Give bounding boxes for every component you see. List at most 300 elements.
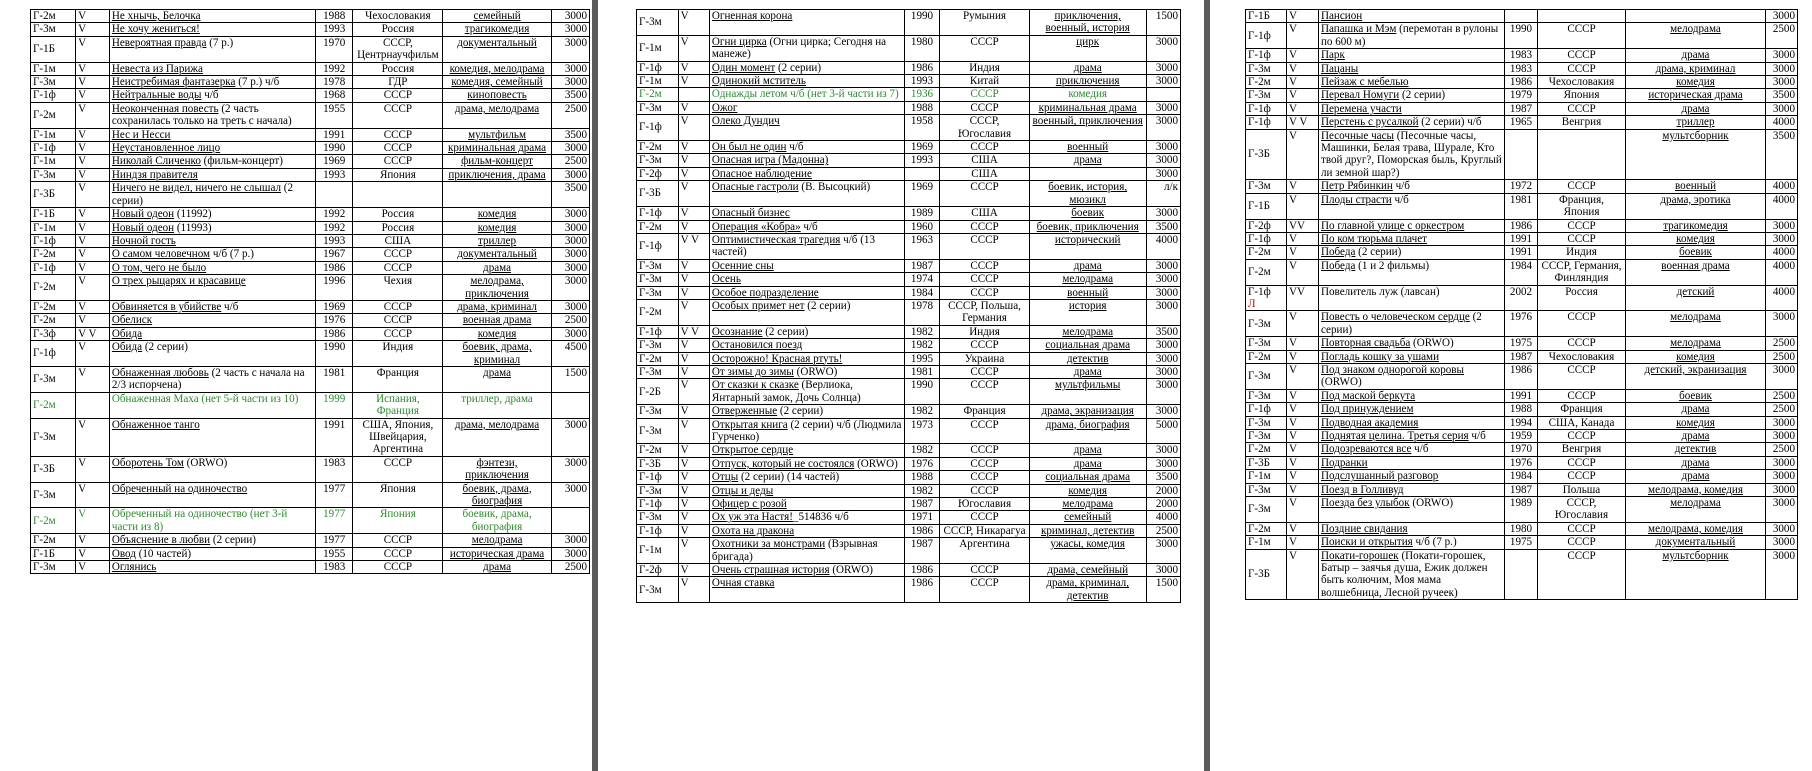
genre-cell xyxy=(1029,471,1146,484)
check-mark: V xyxy=(76,508,110,534)
genre-cell xyxy=(1626,443,1766,456)
film-note: (перемотан в рулоны по 600 м) xyxy=(1321,23,1499,48)
table-row xyxy=(637,577,1181,603)
check-mark: V xyxy=(678,538,709,564)
genre-cell xyxy=(1626,76,1766,89)
shelf-code-cell xyxy=(31,23,76,36)
table-row xyxy=(1246,23,1798,49)
shelf-code-cell xyxy=(1246,363,1287,389)
genre-cell xyxy=(1029,101,1146,114)
film-year: 1984 xyxy=(1505,470,1538,483)
table-row xyxy=(1246,219,1798,232)
genre-cell xyxy=(1626,403,1766,416)
film-price: 3500 xyxy=(1146,471,1180,484)
film-genre: комедия xyxy=(477,208,517,221)
shelf-code-cell xyxy=(1246,403,1287,416)
film-country: СССР xyxy=(353,261,443,274)
genre-cell xyxy=(1029,444,1146,457)
film-price: 3500 xyxy=(551,182,589,208)
film-year: 1990 xyxy=(904,379,939,405)
film-genre: история xyxy=(1068,299,1107,312)
film-country: Чехословакия xyxy=(353,10,443,23)
film-price: 3000 xyxy=(1146,75,1180,88)
title-cell xyxy=(709,339,904,352)
shelf-code: Г-1м xyxy=(639,75,662,88)
film-year: 1977 xyxy=(316,508,353,534)
film-note: (2 серии) xyxy=(777,405,824,418)
film-genre: мелодрама, приключения xyxy=(465,275,529,300)
shelf-code: Г-1ф xyxy=(639,240,662,253)
check-mark: V xyxy=(678,418,709,444)
film-country: СССР xyxy=(1538,102,1626,115)
check-mark: V xyxy=(76,128,110,141)
genre-cell xyxy=(1029,61,1146,74)
genre-cell xyxy=(1029,299,1146,325)
table-row xyxy=(637,233,1181,259)
shelf-code-cell xyxy=(637,88,679,101)
film-note: (ORWO) xyxy=(183,456,228,469)
check-mark: V xyxy=(678,564,709,577)
film-note: ч/б xyxy=(221,300,239,313)
shelf-code: Г-3м xyxy=(1248,370,1271,383)
check-mark: V xyxy=(1287,180,1319,193)
check-mark: V xyxy=(1287,456,1319,469)
film-title: Оборотень Том xyxy=(111,456,184,469)
film-year: 1982 xyxy=(904,405,939,418)
shelf-code: Г-3м xyxy=(639,405,662,418)
title-cell xyxy=(1319,363,1505,389)
film-genre: драма xyxy=(483,261,512,274)
film-year: 1982 xyxy=(904,325,939,338)
film-price: 3000 xyxy=(551,142,589,155)
check-mark: V xyxy=(678,75,709,88)
film-price: 4000 xyxy=(1766,246,1798,259)
shelf-code-mark: Л xyxy=(1248,297,1256,310)
shelf-code: Г-1ф xyxy=(639,498,662,511)
shelf-code: Г-1ф xyxy=(33,347,56,360)
film-title: Неустановленное лицо xyxy=(111,142,221,155)
shelf-code: Г-3м xyxy=(33,561,56,574)
film-note: (ORWO) xyxy=(1410,337,1454,350)
film-genre: цирк xyxy=(1076,35,1100,48)
shelf-code: Г-1ф xyxy=(1248,232,1271,245)
film-price xyxy=(551,392,589,418)
title-cell xyxy=(709,273,904,286)
title-cell xyxy=(1319,285,1505,311)
title-cell xyxy=(709,418,904,444)
genre-cell xyxy=(443,300,551,313)
check-mark: V xyxy=(76,208,110,221)
film-year: 1968 xyxy=(316,89,353,102)
title-cell xyxy=(109,182,315,208)
film-price: 3000 xyxy=(1766,102,1798,115)
title-cell xyxy=(709,167,904,180)
table-row xyxy=(637,299,1181,325)
film-year: 1990 xyxy=(316,142,353,155)
shelf-code: Г-1м xyxy=(1248,536,1271,549)
shelf-code: Г-3м xyxy=(1248,337,1271,350)
title-cell xyxy=(109,534,315,547)
shelf-code: Г-2м xyxy=(1248,265,1271,278)
document-page-2 xyxy=(598,0,1204,771)
table-row xyxy=(1246,536,1798,549)
title-cell xyxy=(1319,456,1505,469)
film-genre: мелодрама xyxy=(471,534,523,547)
genre-cell xyxy=(443,482,551,508)
film-price: 3500 xyxy=(551,89,589,102)
table-row xyxy=(1246,246,1798,259)
title-cell xyxy=(1319,62,1505,75)
film-title: Ох уж эта Настя! xyxy=(711,511,793,524)
check-mark: V xyxy=(76,89,110,102)
film-genre: драма xyxy=(1073,365,1102,378)
film-price: 2500 xyxy=(551,314,589,327)
film-title: Пацаны xyxy=(1321,62,1359,75)
title-cell xyxy=(709,61,904,74)
film-title: Отцы xyxy=(711,471,739,484)
film-country: Чехия xyxy=(353,275,443,301)
film-price: 3500 xyxy=(1146,220,1180,233)
film-year: 1981 xyxy=(904,365,939,378)
film-title: Плоды страсти xyxy=(1321,193,1392,206)
title-cell xyxy=(109,248,315,261)
shelf-code: Г-2м xyxy=(33,534,56,547)
table-row xyxy=(31,327,590,340)
film-year: 1955 xyxy=(316,102,353,128)
title-cell xyxy=(709,220,904,233)
film-genre: военная драма xyxy=(1661,259,1730,272)
film-country: Россия xyxy=(353,208,443,221)
film-title: Охота на дракона xyxy=(711,524,795,537)
shelf-code-cell xyxy=(637,273,679,286)
genre-cell xyxy=(443,208,551,221)
shelf-code: Г-2Б xyxy=(639,385,662,398)
film-title: Он был не один xyxy=(711,141,787,154)
film-price: 4000 xyxy=(1766,285,1798,311)
film-country: СССР xyxy=(1538,536,1626,549)
film-title: Ожог xyxy=(711,101,738,114)
table-row xyxy=(31,248,590,261)
film-price: 3000 xyxy=(1766,483,1798,496)
film-year: 1986 xyxy=(904,577,939,603)
title-cell xyxy=(1319,350,1505,363)
shelf-code: Г-3м xyxy=(33,431,56,443)
genre-cell xyxy=(1626,89,1766,102)
shelf-code: Г-1ф xyxy=(33,142,56,155)
shelf-code: Г-2м xyxy=(1248,522,1271,535)
table-row xyxy=(637,365,1181,378)
shelf-code: Г-2м xyxy=(1248,76,1271,89)
title-cell xyxy=(109,392,315,418)
table-row xyxy=(1246,470,1798,483)
table-row xyxy=(31,234,590,247)
genre-cell xyxy=(443,234,551,247)
title-cell xyxy=(109,314,315,327)
genre-cell xyxy=(1029,352,1146,365)
genre-cell xyxy=(443,534,551,547)
genre-cell xyxy=(1626,129,1766,180)
genre-cell xyxy=(1626,522,1766,535)
film-title: Обреченный на одиночество (нет 3-й части из 8) xyxy=(111,508,288,533)
genre-cell xyxy=(1029,457,1146,470)
check-mark: V xyxy=(678,207,709,220)
film-country: Украина xyxy=(940,352,1030,365)
title-cell xyxy=(709,233,904,259)
table-row xyxy=(637,220,1181,233)
film-country: Франция, Япония xyxy=(1538,193,1626,219)
check-mark: V xyxy=(76,300,110,313)
film-note: (ORWO) xyxy=(793,365,838,378)
film-price: 1500 xyxy=(1146,577,1180,603)
shelf-code-cell xyxy=(637,207,679,220)
film-title: Однажды летом ч/б (нет 3-й части из 7) xyxy=(711,88,899,101)
film-title: Николай Сличенко xyxy=(111,155,201,168)
check-mark: V V xyxy=(76,327,110,340)
table-row xyxy=(1246,116,1798,129)
title-cell xyxy=(1319,102,1505,115)
table-row xyxy=(1246,62,1798,75)
genre-cell xyxy=(1029,207,1146,220)
check-mark: V xyxy=(1287,337,1319,350)
table-row xyxy=(637,524,1181,537)
table-row xyxy=(1246,311,1798,337)
film-note: (7 р.) xyxy=(206,36,234,49)
film-note: (2 серии) xyxy=(1321,311,1482,336)
check-mark: V xyxy=(1287,129,1319,180)
film-genre: триллер xyxy=(1676,116,1715,129)
film-year: 1983 xyxy=(1505,62,1538,75)
film-country: Югославия xyxy=(940,498,1030,511)
shelf-code-cell xyxy=(31,142,76,155)
title-cell xyxy=(709,457,904,470)
shelf-code-cell xyxy=(1246,443,1287,456)
film-year: 1976 xyxy=(1505,456,1538,469)
check-mark: V xyxy=(76,482,110,508)
film-price: 3000 xyxy=(551,23,589,36)
film-genre: криминал, детектив xyxy=(1040,524,1135,537)
film-country xyxy=(1538,129,1626,180)
film-country: СССР xyxy=(940,259,1030,272)
film-title: Осторожно! Красная ртуть! xyxy=(711,352,843,365)
film-price: 2500 xyxy=(551,102,589,128)
film-title: Опасные гастроли xyxy=(711,181,799,194)
film-title: Подозреваются все xyxy=(1321,443,1412,456)
table-row xyxy=(31,341,590,367)
film-country: СССР xyxy=(940,339,1030,352)
film-price: 3000 xyxy=(1146,352,1180,365)
film-year: 1995 xyxy=(904,352,939,365)
genre-cell xyxy=(443,10,551,23)
genre-cell xyxy=(1626,389,1766,402)
film-genre: семейный xyxy=(1064,511,1112,524)
shelf-code: Г-1ф xyxy=(33,234,56,247)
film-country: США xyxy=(940,167,1030,180)
table-row xyxy=(637,457,1181,470)
shelf-code-cell xyxy=(1246,470,1287,483)
title-cell xyxy=(109,36,315,62)
title-cell xyxy=(1319,89,1505,102)
check-mark: VV xyxy=(1287,285,1319,311)
title-cell xyxy=(709,88,904,101)
table-row xyxy=(31,547,590,560)
film-price: 3500 xyxy=(1146,325,1180,338)
table-row xyxy=(637,35,1181,61)
genre-cell xyxy=(1626,350,1766,363)
film-price: 3000 xyxy=(551,534,589,547)
table-row xyxy=(637,379,1181,405)
film-price: 2500 xyxy=(1766,403,1798,416)
shelf-code: Г-3м xyxy=(33,168,56,181)
film-price: 3000 xyxy=(1146,564,1180,577)
check-mark: V xyxy=(76,547,110,560)
film-price: 3000 xyxy=(1146,365,1180,378)
film-price: л/к xyxy=(1146,181,1180,207)
shelf-code: Г-1ф xyxy=(33,89,56,102)
film-note: ч/б xyxy=(786,141,804,154)
title-cell xyxy=(1319,246,1505,259)
film-year: 1986 xyxy=(904,524,939,537)
film-year: 1987 xyxy=(904,259,939,272)
check-mark: V xyxy=(76,275,110,301)
genre-cell xyxy=(443,366,551,392)
film-title: Особых примет нет xyxy=(711,299,805,312)
title-cell xyxy=(1319,180,1505,193)
shelf-code: Г-2м xyxy=(33,314,56,327)
shelf-code-cell xyxy=(637,498,679,511)
film-genre: историческая драма xyxy=(449,547,545,560)
film-genre: мелодрама xyxy=(1062,325,1114,338)
film-country: Россия xyxy=(353,62,443,75)
film-note: ч/б xyxy=(800,220,818,233)
shelf-code: Г-1м xyxy=(33,221,56,234)
genre-cell xyxy=(443,76,551,89)
film-note: (Верлиока, Янтарный замок, Дочь Солнца) xyxy=(711,379,861,404)
table-row xyxy=(1246,403,1798,416)
film-country: СССР xyxy=(353,534,443,547)
film-price: 3000 xyxy=(1146,538,1180,564)
film-country: СССР, Никарагуа xyxy=(940,524,1030,537)
check-mark: V xyxy=(678,352,709,365)
film-year: 1969 xyxy=(316,300,353,313)
film-genre: историческая драма xyxy=(1648,89,1743,102)
check-mark: V xyxy=(678,365,709,378)
shelf-code-cell xyxy=(1246,10,1287,23)
film-country: Испания, Франция xyxy=(353,392,443,418)
genre-cell xyxy=(443,418,551,456)
film-year xyxy=(1505,129,1538,180)
genre-cell xyxy=(1626,311,1766,337)
film-price: 3000 xyxy=(551,10,589,23)
shelf-code: Г-1м xyxy=(1248,470,1271,483)
title-cell xyxy=(709,75,904,88)
shelf-code-cell xyxy=(31,534,76,547)
title-cell xyxy=(709,207,904,220)
shelf-code: Г-3м xyxy=(1248,389,1271,402)
check-mark: V xyxy=(76,10,110,23)
check-mark: V xyxy=(678,181,709,207)
genre-cell xyxy=(1626,23,1766,49)
title-cell xyxy=(109,102,315,128)
film-title: Не хнычь, Белочка xyxy=(111,10,201,22)
film-country: СССР xyxy=(940,273,1030,286)
film-title: Петр Рябинкин xyxy=(1321,180,1393,193)
film-price: 3000 xyxy=(1146,405,1180,418)
shelf-code: Г-1м xyxy=(33,62,56,75)
table-row xyxy=(1246,193,1798,219)
film-genre: боевик, история, мюзикл xyxy=(1048,181,1128,206)
film-title: Очень страшная история xyxy=(711,564,830,577)
film-genre: комедия xyxy=(1676,76,1715,89)
check-mark: VV xyxy=(1287,219,1319,232)
table-row xyxy=(637,273,1181,286)
film-country: СССР xyxy=(353,248,443,261)
film-genre: ужасы, комедия xyxy=(1050,538,1125,551)
check-mark: V xyxy=(76,261,110,274)
shelf-code-cell xyxy=(637,564,679,577)
film-year: 1983 xyxy=(316,456,353,482)
shelf-code-cell xyxy=(31,392,76,418)
film-genre: боевик, драма, биография xyxy=(462,482,532,508)
genre-cell xyxy=(1626,456,1766,469)
table-row xyxy=(31,366,590,392)
film-price: 2500 xyxy=(1766,389,1798,402)
film-title: Песочные часы xyxy=(1321,129,1394,142)
check-mark: V xyxy=(678,524,709,537)
shelf-code: Г-2ф xyxy=(1248,219,1271,232)
genre-cell xyxy=(1029,484,1146,497)
shelf-code-cell xyxy=(31,327,76,340)
film-price: 3000 xyxy=(551,248,589,261)
title-cell xyxy=(1319,536,1505,549)
film-country: Индия xyxy=(353,341,443,367)
genre-cell xyxy=(1626,483,1766,496)
film-country: СССР xyxy=(940,418,1030,444)
film-genre: документальный xyxy=(1655,536,1736,549)
title-cell xyxy=(1319,389,1505,402)
shelf-code-cell xyxy=(31,482,76,508)
table-row xyxy=(31,561,590,574)
shelf-code-cell xyxy=(31,300,76,313)
shelf-code-cell xyxy=(31,221,76,234)
shelf-code-cell xyxy=(31,508,76,534)
table-row xyxy=(31,36,590,62)
shelf-code-cell xyxy=(31,261,76,274)
title-cell xyxy=(109,482,315,508)
film-country: Япония xyxy=(353,482,443,508)
table-row xyxy=(637,181,1181,207)
genre-cell xyxy=(443,248,551,261)
shelf-code: Г-3м xyxy=(639,365,662,378)
check-mark: V xyxy=(76,102,110,128)
genre-cell xyxy=(1626,363,1766,389)
shelf-code: Г-3Б xyxy=(1248,456,1271,469)
genre-cell xyxy=(1029,273,1146,286)
film-note: (7 р.) ч/б xyxy=(235,76,280,89)
film-year: 1980 xyxy=(1505,522,1538,535)
film-note: (2 часть с начала на 2/3 испорчена) xyxy=(111,366,305,392)
film-title: Овод xyxy=(111,547,136,560)
film-genre: боевик, приключения xyxy=(1036,220,1139,233)
film-price: 3000 xyxy=(1766,536,1798,549)
table-row xyxy=(1246,549,1798,600)
check-mark: V xyxy=(678,444,709,457)
film-price: 3000 xyxy=(551,261,589,274)
film-country: ГДР xyxy=(353,76,443,89)
genre-cell xyxy=(1626,219,1766,232)
check-mark: V xyxy=(1287,403,1319,416)
film-genre: драма xyxy=(483,366,512,379)
film-title: Поиски и открытия xyxy=(1321,536,1413,549)
